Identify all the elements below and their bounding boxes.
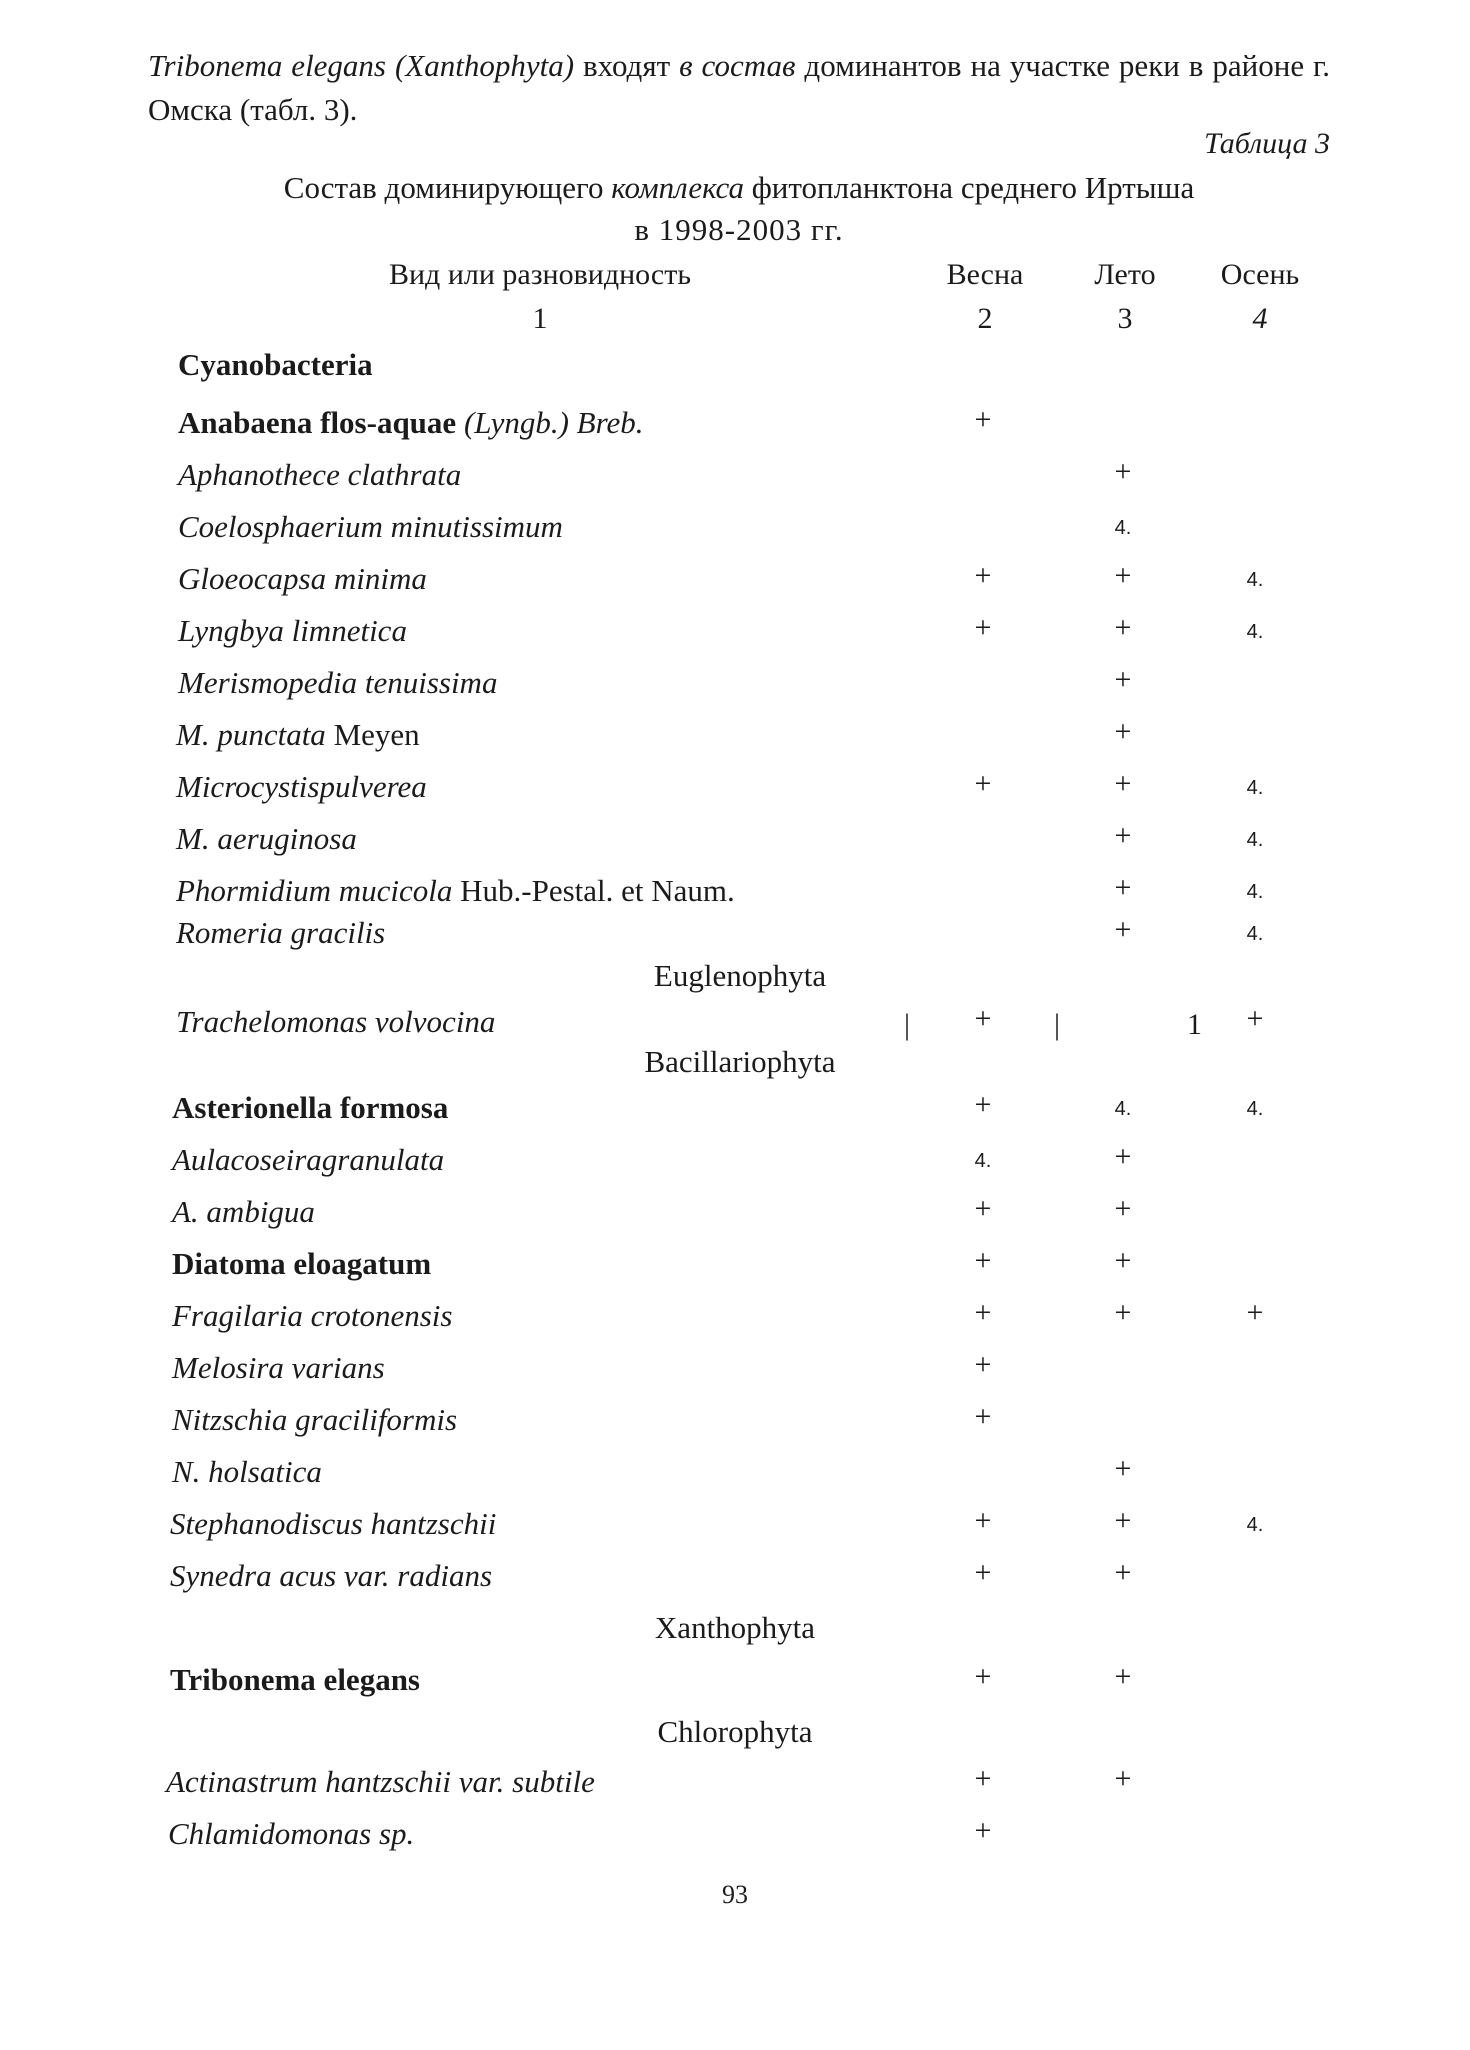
table-row bbox=[0, 1350, 1470, 1402]
summer-mark: + bbox=[1114, 913, 1132, 946]
spring-mark: + bbox=[974, 1348, 992, 1381]
species-name: Coelosphaerium minutissimum bbox=[178, 509, 563, 544]
caption-text-a: Состав доминирующего bbox=[283, 170, 612, 205]
species-name-bold: Anabaena flos-aquae bbox=[178, 405, 457, 440]
autumn-mark: + bbox=[1246, 1296, 1264, 1329]
autumn-mark: 4. bbox=[1246, 923, 1264, 945]
summer-mark: + bbox=[1114, 715, 1132, 748]
table-row bbox=[0, 509, 1470, 561]
summer-mark: + bbox=[1114, 1244, 1132, 1277]
species-name: A. ambigua bbox=[172, 1194, 315, 1229]
group-bacillariophyta: Bacillariophyta bbox=[644, 1044, 836, 1079]
summer-mark: + bbox=[1114, 1762, 1132, 1795]
table-caption-line-1 bbox=[148, 170, 1330, 206]
header-summer: Лето bbox=[1094, 258, 1156, 291]
autumn-mark: 4. bbox=[1246, 569, 1264, 591]
spring-mark: + bbox=[974, 1504, 992, 1537]
species-name: N. holsatica bbox=[172, 1454, 322, 1489]
table-row bbox=[0, 1454, 1470, 1506]
summer-mark: + bbox=[1114, 1192, 1132, 1225]
table-row bbox=[0, 457, 1470, 509]
table-row bbox=[0, 561, 1470, 613]
summer-mark: + bbox=[1114, 1556, 1132, 1589]
species-name-bold: Tribonema elegans bbox=[170, 1662, 420, 1697]
scan-stray-digit: 1 bbox=[1187, 1008, 1202, 1041]
summer-mark: + bbox=[1114, 611, 1132, 644]
intro-paragraph bbox=[148, 44, 1330, 132]
scan-vertical-bar-left: | bbox=[904, 1008, 911, 1041]
species-name: Lyngbya limnetica bbox=[178, 613, 407, 648]
table-row bbox=[0, 1506, 1470, 1558]
column-number-3: 3 bbox=[1117, 302, 1133, 335]
table-row bbox=[0, 1142, 1470, 1194]
species-authority: Hub.-Pestal. et Naum. bbox=[452, 873, 735, 908]
species-name: Stephanodiscus hantzschii bbox=[170, 1506, 497, 1541]
species-name: M. punctata bbox=[176, 717, 326, 752]
caption-italic: комплекса bbox=[611, 170, 744, 205]
spring-mark: + bbox=[974, 1814, 992, 1847]
spring-mark: + bbox=[974, 1400, 992, 1433]
column-number-2: 2 bbox=[977, 302, 993, 335]
spring-mark: + bbox=[974, 611, 992, 644]
species-authority: (Lyngb.) Breb. bbox=[456, 405, 644, 440]
table-label: Таблица 3 bbox=[1204, 127, 1330, 160]
summer-mark: + bbox=[1114, 455, 1132, 488]
species-name: Fragilaria crotonensis bbox=[172, 1298, 453, 1333]
species-name: Trachelomonas volvocina bbox=[176, 1004, 496, 1039]
intro-italic-start: Tribonema elegans (Xanthophyta) bbox=[148, 48, 575, 83]
spring-mark: + bbox=[974, 767, 992, 800]
table-row bbox=[0, 821, 1470, 873]
table-row bbox=[0, 613, 1470, 665]
intro-text-1: входят bbox=[574, 48, 680, 83]
table-row bbox=[0, 1662, 1470, 1714]
caption-text-b: фитопланктона среднего Иртыша bbox=[743, 170, 1195, 205]
table-caption-line-2: в 1998-2003 гг. bbox=[634, 212, 844, 247]
species-name: Actinastrum hantzschii var. subtile bbox=[166, 1764, 595, 1799]
spring-mark: + bbox=[974, 1002, 992, 1035]
column-number-1: 1 bbox=[532, 302, 548, 335]
table-row bbox=[0, 1764, 1470, 1816]
summer-mark: + bbox=[1114, 663, 1132, 696]
column-number-4: 4 bbox=[1252, 302, 1268, 335]
table-row bbox=[0, 1246, 1470, 1298]
summer-mark: + bbox=[1114, 1296, 1132, 1329]
intro-italic-mid: в состав bbox=[679, 48, 796, 83]
species-name-bold: Diatoma eloagatum bbox=[172, 1246, 432, 1281]
intro-text-2: доминантов на участке реки в районе г. Омска (табл. 3). bbox=[148, 48, 1330, 127]
group-xanthophyta: Xanthophyta bbox=[654, 1610, 816, 1645]
species-name: Chlamidomonas sp. bbox=[168, 1816, 415, 1851]
table-row bbox=[0, 1558, 1470, 1610]
table-row bbox=[0, 665, 1470, 717]
species-name: Romeria gracilis bbox=[176, 915, 386, 950]
spring-mark: 4. bbox=[974, 1150, 992, 1172]
species-name: Aphanothece clathrata bbox=[178, 457, 462, 492]
summer-mark: + bbox=[1114, 1140, 1132, 1173]
species-name-bold: Asterionella formosa bbox=[172, 1090, 449, 1125]
summer-mark: 4. bbox=[1114, 1098, 1132, 1120]
species-name: Gloeocapsa minima bbox=[178, 561, 427, 596]
autumn-mark: 4. bbox=[1246, 777, 1264, 799]
table-row bbox=[0, 717, 1470, 769]
spring-mark: + bbox=[974, 559, 992, 592]
header-species: Вид или разновидность bbox=[388, 258, 692, 291]
table-row bbox=[0, 1816, 1470, 1868]
table-row bbox=[0, 405, 1470, 457]
summer-mark: + bbox=[1114, 819, 1132, 852]
autumn-mark: 4. bbox=[1246, 621, 1264, 643]
summer-mark: + bbox=[1114, 559, 1132, 592]
species-name: Microcystispulverea bbox=[176, 769, 427, 804]
header-autumn: Осень bbox=[1220, 258, 1300, 291]
table-row bbox=[0, 1194, 1470, 1246]
scan-vertical-bar-right: | bbox=[1054, 1008, 1061, 1041]
species-name: Synedra acus var. radians bbox=[170, 1558, 493, 1593]
page-number: 93 bbox=[722, 1880, 748, 1909]
group-chlorophyta: Chlorophyta bbox=[657, 1714, 813, 1749]
summer-mark: + bbox=[1114, 767, 1132, 800]
spring-mark: + bbox=[974, 1244, 992, 1277]
spring-mark: + bbox=[974, 1556, 992, 1589]
summer-mark: + bbox=[1114, 1660, 1132, 1693]
spring-mark: + bbox=[974, 403, 992, 436]
species-name: Phormidium mucicola bbox=[176, 873, 453, 908]
table-row bbox=[0, 1402, 1470, 1454]
species-name: M. aeruginosa bbox=[176, 821, 357, 856]
autumn-mark: 4. bbox=[1246, 881, 1264, 903]
species-name: Melosira varians bbox=[172, 1350, 385, 1385]
species-authority: Meyen bbox=[325, 717, 420, 752]
summer-mark: 4. bbox=[1114, 517, 1132, 539]
spring-mark: + bbox=[974, 1192, 992, 1225]
autumn-mark: 4. bbox=[1246, 829, 1264, 851]
summer-mark: + bbox=[1114, 1504, 1132, 1537]
autumn-mark: 4. bbox=[1246, 1514, 1264, 1536]
table-row bbox=[0, 1090, 1470, 1142]
species-name: Aulacoseiragranulata bbox=[172, 1142, 445, 1177]
spring-mark: + bbox=[974, 1088, 992, 1121]
header-spring: Весна bbox=[946, 258, 1024, 291]
group-cyanobacteria: Cyanobacteria bbox=[178, 347, 373, 382]
autumn-mark: + bbox=[1246, 1002, 1264, 1035]
summer-mark: + bbox=[1114, 1452, 1132, 1485]
species-name: Merismopedia tenuissima bbox=[178, 665, 498, 700]
autumn-mark: 4. bbox=[1246, 1098, 1264, 1120]
table-row bbox=[0, 1298, 1470, 1350]
spring-mark: + bbox=[974, 1762, 992, 1795]
species-name: Nitzschia graciliformis bbox=[172, 1402, 458, 1437]
group-euglenophyta: Euglenophyta bbox=[653, 958, 827, 993]
summer-mark: + bbox=[1114, 871, 1132, 904]
table-row bbox=[0, 769, 1470, 821]
spring-mark: + bbox=[974, 1296, 992, 1329]
spring-mark: + bbox=[974, 1660, 992, 1693]
